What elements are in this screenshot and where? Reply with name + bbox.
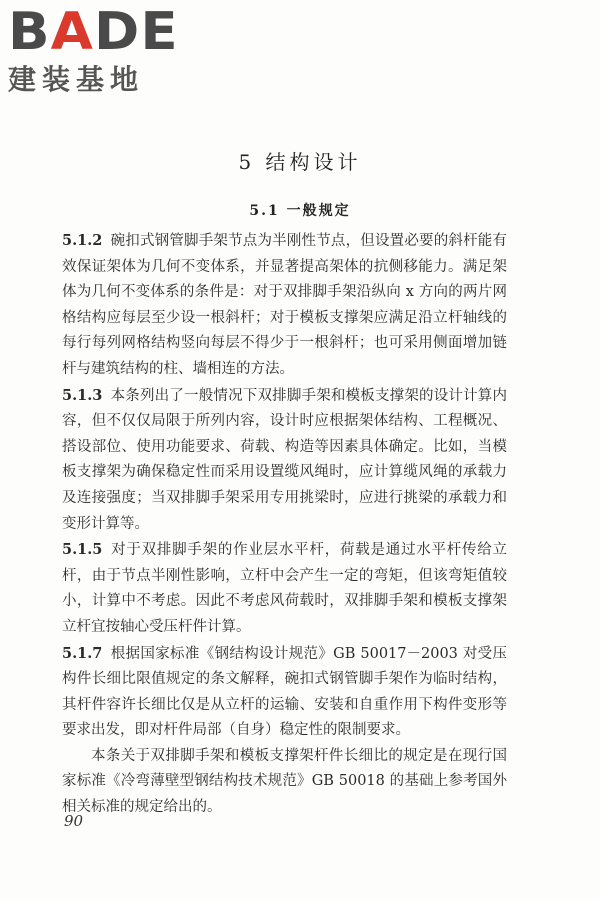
logo-brand-text: BADE: [8, 2, 179, 62]
clause-number: 5.1.3: [62, 386, 103, 404]
logo-brand: [8, 4, 186, 60]
clause-text: 对于双排脚手架的作业层水平杆，荷载是通过水平杆传给立杆，由于节点半刚性影响，立杆中会产生一定的弯矩，但该弯矩值较小，计算中不考虑。因此不考虑风荷载时，双排脚手架和模板支撑架立杆宜按轴心受压杆件计算。: [62, 542, 507, 635]
clause-5-1-2: [62, 228, 507, 383]
clause-5-1-7: [62, 641, 507, 744]
page-number: 90: [64, 812, 84, 830]
clause-number: 5.1.5: [62, 541, 103, 559]
clause-number: 5.1.2: [62, 232, 103, 249]
chapter-title: 5 结构设计: [238, 150, 362, 174]
logo: [8, 4, 178, 98]
clause-text: 根据国家标准《钢结构设计规范》GB 50017－2003 对受压构件长细比限值规定的条文解释，碗扣式钢管脚手架作为临时结构，其杆件容许长细比仅是从立杆的运输、安装和自重作用下构件变形等要求出发，即对杆件局部（自身）稳定性的限制要求。: [62, 645, 507, 739]
clause-5-1-5: [62, 537, 507, 640]
logo-accent-letter: A: [50, 2, 94, 62]
body-text: [62, 228, 507, 821]
section-title: 5.1 一般规定: [249, 203, 351, 219]
logo-subtitle: 建装基地: [8, 63, 145, 96]
clause-number: 5.1.7: [62, 644, 103, 662]
clause-text: 本条列出了一般情况下双排脚手架和模板支撑架的设计计算内容，但不仅仅局限于所列内容，设计时应根据架体结构、工程概况、搭设部位、使用功能要求、荷载、构造等因素具体确定。比如，当模板支撑架为确保稳定性而采用设置缆风绳时，应计算缆风绳的承载力及连接强度；当双排脚手架采用专用挑梁时，应进行挑梁的承载力和变形计算等。: [62, 387, 507, 532]
clause-5-1-3: [62, 383, 507, 538]
closing-paragraph: 本条关于双排脚手架和模板支撑架杆件长细比的规定是在现行国家标准《冷弯薄壁型钢结构技术规范》GB 50018 的基础上参考国外相关标准的规定给出的。: [62, 747, 507, 816]
clause-text: 碗扣式钢管脚手架节点为半刚性节点，但设置必要的斜杆能有效保证架体为几何不变体系，并显著提高架体的抗侧移能力。满足架体为几何不变体系的条件是：对于双排脚手架沿纵向 x 方向的两片网格结构应每层至少设一根斜杆；对于模板支撑架应满足沿立杆轴线的每行每列网格结构竖向每层不得少于一根斜杆；也可采用侧面增加链杆与建筑结构的柱、墙相连的方法。: [62, 233, 507, 377]
